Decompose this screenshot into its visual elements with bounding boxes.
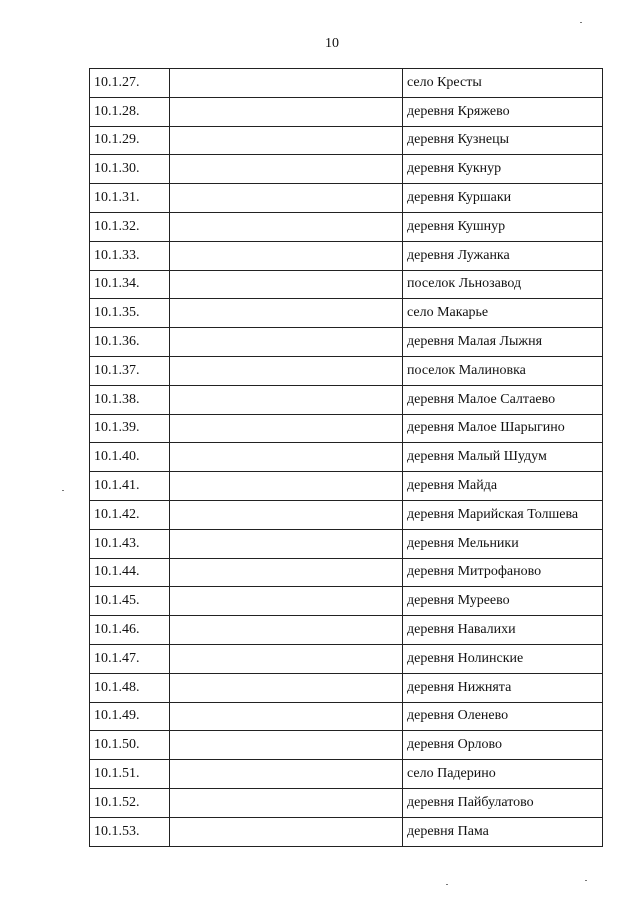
table-row (90, 356, 603, 385)
row-name-cell (170, 212, 403, 241)
table-row (90, 126, 603, 155)
table-row (90, 184, 603, 213)
row-name-cell (170, 702, 403, 731)
row-number-cell: 10.1.35. (90, 299, 170, 328)
row-settlement-cell: деревня Майда (403, 472, 603, 501)
table-row (90, 788, 603, 817)
table-row (90, 270, 603, 299)
row-number-cell: 10.1.27. (90, 69, 170, 98)
row-settlement-cell: деревня Малое Шарыгино (403, 414, 603, 443)
table-row (90, 155, 603, 184)
row-number-cell: 10.1.40. (90, 443, 170, 472)
table-row (90, 97, 603, 126)
row-number-cell: 10.1.43. (90, 529, 170, 558)
row-name-cell (170, 731, 403, 760)
row-name-cell (170, 443, 403, 472)
row-name-cell (170, 788, 403, 817)
row-name-cell (170, 97, 403, 126)
row-settlement-cell: деревня Куршаки (403, 184, 603, 213)
table-row (90, 328, 603, 357)
row-name-cell (170, 558, 403, 587)
table-row (90, 702, 603, 731)
table-row (90, 817, 603, 846)
row-settlement-cell: деревня Малая Лыжня (403, 328, 603, 357)
row-number-cell: 10.1.29. (90, 126, 170, 155)
row-name-cell (170, 356, 403, 385)
row-name-cell (170, 69, 403, 98)
row-settlement-cell: село Макарье (403, 299, 603, 328)
table-row (90, 500, 603, 529)
table-row (90, 443, 603, 472)
row-settlement-cell: деревня Кузнецы (403, 126, 603, 155)
row-settlement-cell: деревня Пама (403, 817, 603, 846)
row-name-cell (170, 472, 403, 501)
row-settlement-cell: деревня Оленево (403, 702, 603, 731)
row-name-cell (170, 616, 403, 645)
row-name-cell (170, 184, 403, 213)
row-settlement-cell: деревня Кукнур (403, 155, 603, 184)
row-settlement-cell: деревня Навалихи (403, 616, 603, 645)
table-row (90, 616, 603, 645)
row-number-cell: 10.1.38. (90, 385, 170, 414)
row-number-cell: 10.1.28. (90, 97, 170, 126)
row-name-cell (170, 385, 403, 414)
row-number-cell: 10.1.42. (90, 500, 170, 529)
table-row (90, 558, 603, 587)
row-number-cell: 10.1.37. (90, 356, 170, 385)
scan-artifact (585, 880, 587, 881)
row-number-cell: 10.1.33. (90, 241, 170, 270)
row-name-cell (170, 126, 403, 155)
row-number-cell: 10.1.32. (90, 212, 170, 241)
table-row (90, 212, 603, 241)
table-row (90, 414, 603, 443)
row-number-cell: 10.1.45. (90, 587, 170, 616)
row-settlement-cell: деревня Муреево (403, 587, 603, 616)
row-settlement-cell: деревня Пайбулатово (403, 788, 603, 817)
row-name-cell (170, 299, 403, 328)
row-number-cell: 10.1.52. (90, 788, 170, 817)
row-settlement-cell: деревня Мельники (403, 529, 603, 558)
row-name-cell (170, 673, 403, 702)
row-number-cell: 10.1.44. (90, 558, 170, 587)
settlements-table (89, 68, 603, 847)
row-number-cell: 10.1.47. (90, 644, 170, 673)
row-name-cell (170, 587, 403, 616)
table-row (90, 731, 603, 760)
row-settlement-cell: село Падерино (403, 760, 603, 789)
row-name-cell (170, 414, 403, 443)
table-row (90, 587, 603, 616)
row-name-cell (170, 270, 403, 299)
scan-artifact (580, 22, 582, 23)
table-row (90, 644, 603, 673)
row-number-cell: 10.1.41. (90, 472, 170, 501)
row-settlement-cell: деревня Орлово (403, 731, 603, 760)
row-name-cell (170, 155, 403, 184)
row-number-cell: 10.1.31. (90, 184, 170, 213)
row-settlement-cell: деревня Лужанка (403, 241, 603, 270)
table-row (90, 385, 603, 414)
row-settlement-cell: деревня Малое Салтаево (403, 385, 603, 414)
row-settlement-cell: деревня Кушнур (403, 212, 603, 241)
row-settlement-cell: село Кресты (403, 69, 603, 98)
table-row (90, 241, 603, 270)
row-name-cell (170, 644, 403, 673)
row-number-cell: 10.1.53. (90, 817, 170, 846)
row-number-cell: 10.1.30. (90, 155, 170, 184)
row-settlement-cell: деревня Нижнята (403, 673, 603, 702)
table-row (90, 69, 603, 98)
row-settlement-cell: поселок Льнозавод (403, 270, 603, 299)
scan-artifact (62, 490, 64, 491)
table-row (90, 760, 603, 789)
row-settlement-cell: деревня Марийская Толшева (403, 500, 603, 529)
table-row (90, 673, 603, 702)
row-name-cell (170, 328, 403, 357)
row-number-cell: 10.1.51. (90, 760, 170, 789)
row-name-cell (170, 529, 403, 558)
row-number-cell: 10.1.48. (90, 673, 170, 702)
settlements-table-body (90, 69, 603, 847)
row-settlement-cell: деревня Малый Шудум (403, 443, 603, 472)
settlements-table-container (89, 68, 602, 847)
row-settlement-cell: деревня Кряжево (403, 97, 603, 126)
row-settlement-cell: деревня Нолинские (403, 644, 603, 673)
row-number-cell: 10.1.36. (90, 328, 170, 357)
row-settlement-cell: деревня Митрофаново (403, 558, 603, 587)
row-number-cell: 10.1.49. (90, 702, 170, 731)
row-name-cell (170, 241, 403, 270)
row-settlement-cell: поселок Малиновка (403, 356, 603, 385)
table-row (90, 472, 603, 501)
row-name-cell (170, 760, 403, 789)
row-name-cell (170, 817, 403, 846)
page-number: 10 (325, 36, 339, 51)
row-name-cell (170, 500, 403, 529)
row-number-cell: 10.1.46. (90, 616, 170, 645)
row-number-cell: 10.1.50. (90, 731, 170, 760)
scan-artifact (446, 884, 448, 885)
table-row (90, 529, 603, 558)
row-number-cell: 10.1.39. (90, 414, 170, 443)
table-row (90, 299, 603, 328)
row-number-cell: 10.1.34. (90, 270, 170, 299)
